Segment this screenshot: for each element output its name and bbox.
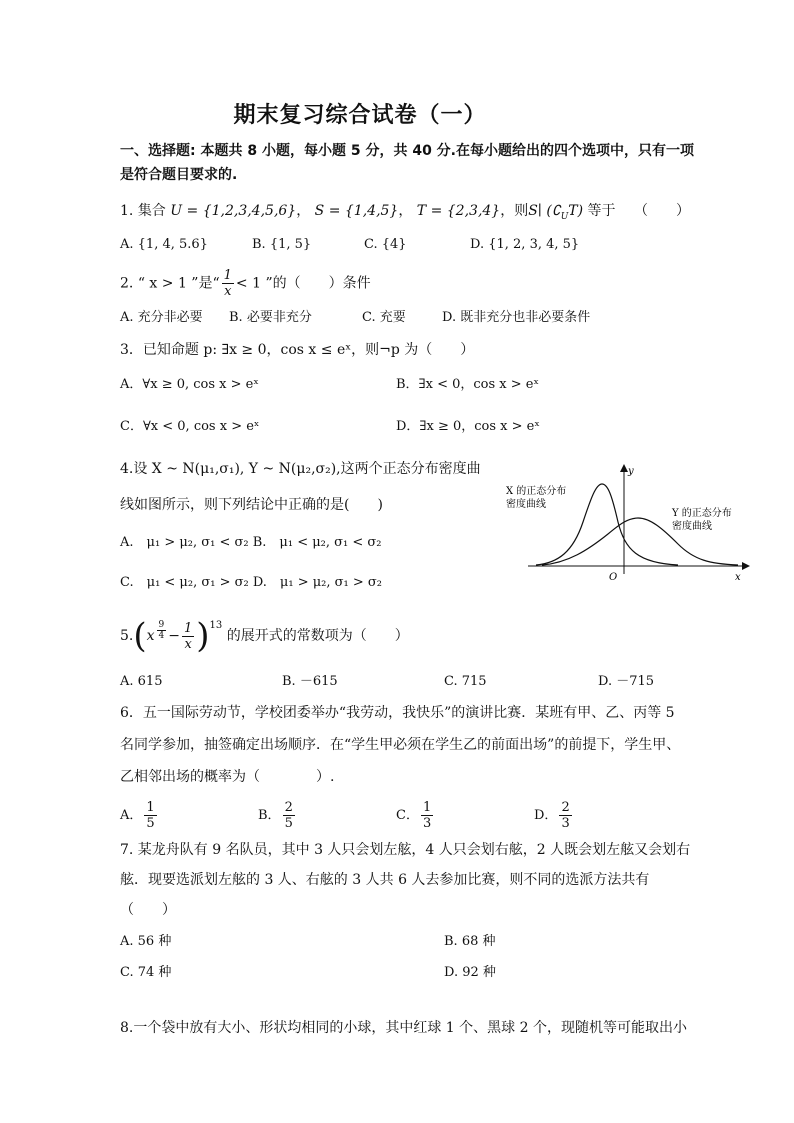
question-6-line3: 乙相邻出场的概率为（ ）. xyxy=(120,769,335,785)
section-instruction-line2: 是符合题目要求的. xyxy=(120,167,238,183)
q6-option-a: A． $\frac{1}{5}$ xyxy=(120,800,155,831)
q2-option-a: A. 充分非必要 xyxy=(120,310,203,325)
question-7-line1: 7. 某龙舟队有 9 名队员，其中 3 人只会划左舷，4 人只会划右舷，2 人既会划左舷又会划右 xyxy=(120,842,691,858)
origin-label: O xyxy=(609,572,618,583)
q4-options-ab: A. μ₁ > μ₂, σ₁ < σ₂ B. μ₁ < μ₂, σ₁ < σ₂ xyxy=(120,535,382,550)
question-7-line3: （ ） xyxy=(120,902,176,918)
question-3: 3．已知命题 p: ∃x ≥ 0，cos x ≤ eˣ，则¬p 为（ ） xyxy=(120,342,475,358)
q6-option-b: B． $\frac{2}{5}$ xyxy=(258,800,293,831)
q1-set-u: U = {1,2,3,4,5,6} xyxy=(170,203,297,219)
q1-then: ，则 xyxy=(500,203,529,219)
q2-option-c: C. 充要 xyxy=(362,310,406,325)
page-title: 期末复习综合试卷（一） xyxy=(233,103,487,128)
x-curve-label-2: 密度曲线 xyxy=(506,499,546,510)
q2-condition-b: < 1 ”的（ ）条件 xyxy=(235,275,371,292)
q3-option-c: C．∀x < 0, cos x > eˣ xyxy=(120,419,260,434)
y-curve-label-1: Y 的正态分布 xyxy=(672,508,732,519)
q5-option-c: C. 715 xyxy=(444,674,487,689)
q1-set-s: S = {1,4,5} xyxy=(314,203,399,219)
question-6-line2: 名同学参加，抽签确定出场顺序．在“学生甲必须在学生乙的前面出场”的前提下，学生甲、 xyxy=(120,737,681,753)
y-axis-arrow-icon xyxy=(620,464,628,472)
question-1: 1. 集合 U = {1,2,3,4,5,6}， S = {1,4,5}， T = {2,3,4}，则S∣ $(∁_UT)$ 等于 （ ） xyxy=(120,203,690,222)
q5-option-b: B. －615 xyxy=(282,674,338,689)
y-axis-label: y xyxy=(628,466,634,477)
x-curve-label-1: X 的正态分布 xyxy=(506,486,567,497)
x-axis-label: x xyxy=(735,572,741,583)
question-4-line1: 4.设 X ~ N(μ₁,σ₁), Y ~ N(μ₂,σ₂),这两个正态分布密度曲 xyxy=(120,461,481,477)
q2-option-d: D. 既非充分也非必要条件 xyxy=(442,310,591,325)
q7-option-c: C. 74 种 xyxy=(120,965,172,980)
q3-option-b: B．∃x < 0，cos x > eˣ xyxy=(396,377,539,392)
q7-option-d: D. 92 种 xyxy=(444,965,496,980)
question-2: 2. “ x > 1 ”是“ $\frac{1}{x}$ < 1 ”的（ ）条件 xyxy=(120,268,371,299)
q6-option-d: D． $\frac{2}{3}$ xyxy=(534,800,570,831)
q5-fraction: $\frac{1}{x}$ xyxy=(184,620,193,652)
x-axis-arrow-icon xyxy=(742,562,750,570)
question-7-line2: 舷．现要选派划左舷的 3 人、右舷的 3 人共 6 人去参加比赛，则不同的选派方法共有 xyxy=(120,872,650,888)
q5-power: 13 xyxy=(209,620,223,631)
q1-option-a: A. {1, 4, 5.6} xyxy=(120,237,208,252)
q5-exponent: $\frac{9}{4}$ xyxy=(158,620,165,641)
q5-tail: 的展开式的常数项为（ ） xyxy=(226,628,409,644)
q3-option-d: D．∃x ≥ 0，cos x > eˣ xyxy=(396,419,540,434)
question-6-line1: 6．五一国际劳动节，学校团委举办“我劳动，我快乐”的演讲比赛．某班有甲、乙、丙等 5 xyxy=(120,705,675,721)
q1-option-c: C. {4} xyxy=(364,237,407,252)
q1-expression: S∣ $(∁_UT)$ xyxy=(528,203,584,222)
q5-option-d: D. －715 xyxy=(598,674,655,689)
q7-option-a: A. 56 种 xyxy=(120,934,172,949)
q2-fraction: $\frac{1}{x}$ xyxy=(223,268,232,299)
question-8-line1: 8.一个袋中放有大小、形状均相同的小球，其中红球 1 个、黑球 2 个，现随机等可能取出小 xyxy=(120,1020,687,1036)
q6-option-c: C． $\frac{1}{3}$ xyxy=(396,800,432,831)
q1-answer-blank: （ ） xyxy=(634,203,690,219)
q2-option-b: B. 必要非充分 xyxy=(229,310,312,325)
q1-option-b: B. {1, 5} xyxy=(252,237,312,252)
q5-base: x xyxy=(146,628,155,644)
q1-text: 集合 xyxy=(137,203,166,219)
q1-tail: 等于 xyxy=(587,203,616,219)
normal-distribution-figure xyxy=(506,462,758,587)
q1-option-d: D. {1, 2, 3, 4, 5} xyxy=(470,237,580,252)
q1-number: 1. xyxy=(120,203,134,219)
q1-set-t: T = {2,3,4} xyxy=(416,203,501,219)
section-instruction-line1: 一、选择题: 本题共 8 小题，每小题 5 分，共 40 分.在每小题给出的四个选项中，只有一项 xyxy=(120,143,694,159)
y-curve-label-2: 密度曲线 xyxy=(672,521,712,532)
q5-option-a: A. 615 xyxy=(120,674,163,689)
q7-option-b: B. 68 种 xyxy=(444,934,496,949)
question-5: 5.(x $\frac{9}{4}$ − $\frac{1}{x}$ )$^{13}$ 的展开式的常数项为（ ） xyxy=(120,616,409,656)
question-4-line2: 线如图所示，则下列结论中正确的是( ) xyxy=(120,497,383,513)
q3-option-a: A．∀x ≥ 0, cos x > eˣ xyxy=(120,377,259,392)
q2-condition-a: “ x > 1 ”是“ xyxy=(137,275,220,292)
q4-options-cd: C. μ₁ < μ₂, σ₁ > σ₂ D. μ₁ > μ₂, σ₁ > σ₂ xyxy=(120,575,382,590)
